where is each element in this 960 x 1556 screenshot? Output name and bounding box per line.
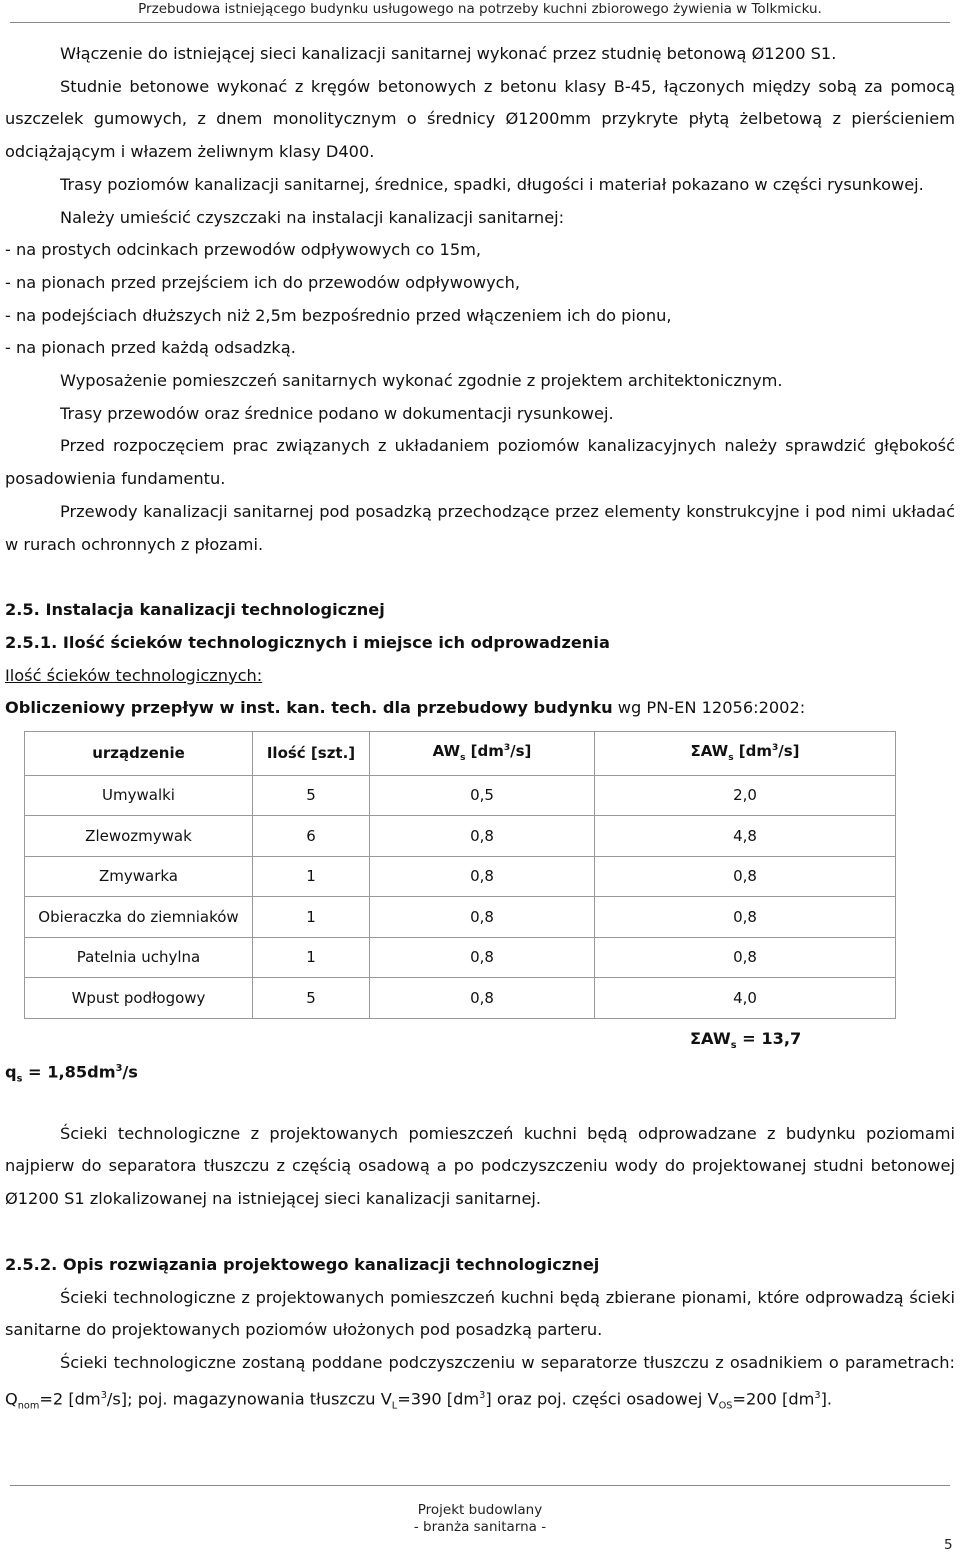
paragraph: Przewody kanalizacji sanitarnej pod posadzką przechodzące przez elementy konstrukcyjne i pod nimi układać w rurach ochronnych z płozami. — [5, 501, 955, 554]
table-row: Patelnia uchylna 1 0,8 0,8 — [25, 937, 896, 978]
table-row: Zmywarka 1 0,8 0,8 — [25, 856, 896, 897]
fixture-table — [24, 731, 896, 1019]
qs-value: $q_s = 1,85dm^3/s$ — [5, 1062, 138, 1085]
section-heading: 2.5. Instalacja kanalizacji technologicznej — [5, 600, 385, 620]
table-row: Umywalki 5 0,5 2,0 — [25, 775, 896, 816]
table-row: Wpust podłogowy 5 0,8 4,0 — [25, 978, 896, 1019]
paragraph: Studnie betonowe wykonać z kręgów betonowych z betonu klasy B-45, łączonych między sobą za pomocą uszczelek gumowych, z dnem monolitycznym o średnicy Ø1200mm przykryte płytą żelbetową z pierścieniem odciążającym i włazem żeliwnym klasy D400. — [5, 76, 955, 162]
paragraph: Trasy przewodów oraz średnice podano w dokumentacji rysunkowej. — [60, 403, 614, 423]
label: Ilość ścieków technologicznych: — [5, 665, 263, 685]
calc-intro: Obliczeniowy przepływ w inst. kan. tech. dla przebudowy budynku wg PN-EN 12056:2002: — [5, 698, 806, 718]
paragraph: Ścieki technologiczne z projektowanych pomieszczeń kuchni będą odprowadzane z budynku poziomami najpierw do separatora tłuszczu z częścią osadową a po podczyszczeniu wody do projektowanej studni betonowej Ø1200 S1 zlokalizowanej na istniejącej sieci kanalizacji sanitarnej. — [5, 1123, 955, 1209]
column-header: $\Sigma AW_s$ $[dm^3/s]$ — [595, 732, 896, 776]
list-item: - na pionach przed każdą odsadzką. — [5, 338, 296, 358]
table-header-row — [25, 732, 896, 776]
list-item: - na podejściach dłuższych niż 2,5m bezpośrednio przed włączeniem ich do pionu, — [5, 305, 672, 325]
table-row: Obieraczka do ziemniaków 1 0,8 0,8 — [25, 897, 896, 938]
sum-aws: $\Sigma AW_s = 13,7$ — [690, 1028, 802, 1051]
page-number: 5 — [944, 1537, 953, 1553]
paragraph: Ścieki technologiczne zostaną poddane podczyszczeniu w separatorze tłuszczu z osadnikiem o parametrach: $Q_{nom}=2$ $[dm^3/s]$; poj. magazynowania tłuszczu $V_L=390$ $[dm^3]$ oraz poj. części osadowej $V_{OS}=200$ $[dm^3]$. — [5, 1352, 955, 1412]
running-header: Przebudowa istniejącego budynku usługowego na potrzeby kuchni zbiorowego żywienia w Tolkmicku. — [138, 1, 822, 17]
paragraph: Wyposażenie pomieszczeń sanitarnych wykonać zgodnie z projektem architektonicznym. — [60, 371, 783, 391]
paragraph: Włączenie do istniejącej sieci kanalizacji sanitarnej wykonać przez studnię betonową Ø1200 S1. — [60, 44, 837, 63]
footer: Projekt budowlany - branża sanitarna - — [413, 1502, 547, 1535]
header-divider — [10, 22, 950, 23]
paragraph: Ścieki technologiczne z projektowanych pomieszczeń kuchni będą zbierane pionami, które odprowadzą ścieki sanitarne do projektowanych poziomów ułożonych pod posadzką parteru. — [5, 1287, 955, 1340]
footer-divider — [10, 1485, 950, 1486]
document-body — [5, 38, 955, 1423]
subsection-heading: 2.5.1. Ilość ścieków technologicznych i miejsce ich odprowadzenia — [5, 632, 610, 652]
table-row: Zlewozmywak 6 0,8 4,8 — [25, 816, 896, 857]
column-header: Ilość [szt.] — [253, 732, 370, 776]
paragraph: Przed rozpoczęciem prac związanych z układaniem poziomów kanalizacyjnych należy sprawdzić głębokość posadowienia fundamentu. — [5, 436, 955, 489]
subsection-heading: 2.5.2. Opis rozwiązania projektowego kanalizacji technologicznej — [5, 1254, 600, 1274]
paragraph: Trasy poziomów kanalizacji sanitarnej, średnice, spadki, długości i materiał pokazano w części rysunkowej. — [60, 174, 924, 194]
paragraph: Należy umieścić czyszczaki na instalacji kanalizacji sanitarnej: — [60, 207, 565, 227]
list-item: - na prostych odcinkach przewodów odpływowych co 15m, — [5, 240, 482, 260]
totals-block — [5, 1019, 955, 1085]
list-item: - na pionach przed przejściem ich do przewodów odpływowych, — [5, 272, 520, 292]
column-header: $AW_s$ $[dm^3/s]$ — [370, 732, 595, 776]
column-header: urządzenie — [25, 732, 253, 776]
